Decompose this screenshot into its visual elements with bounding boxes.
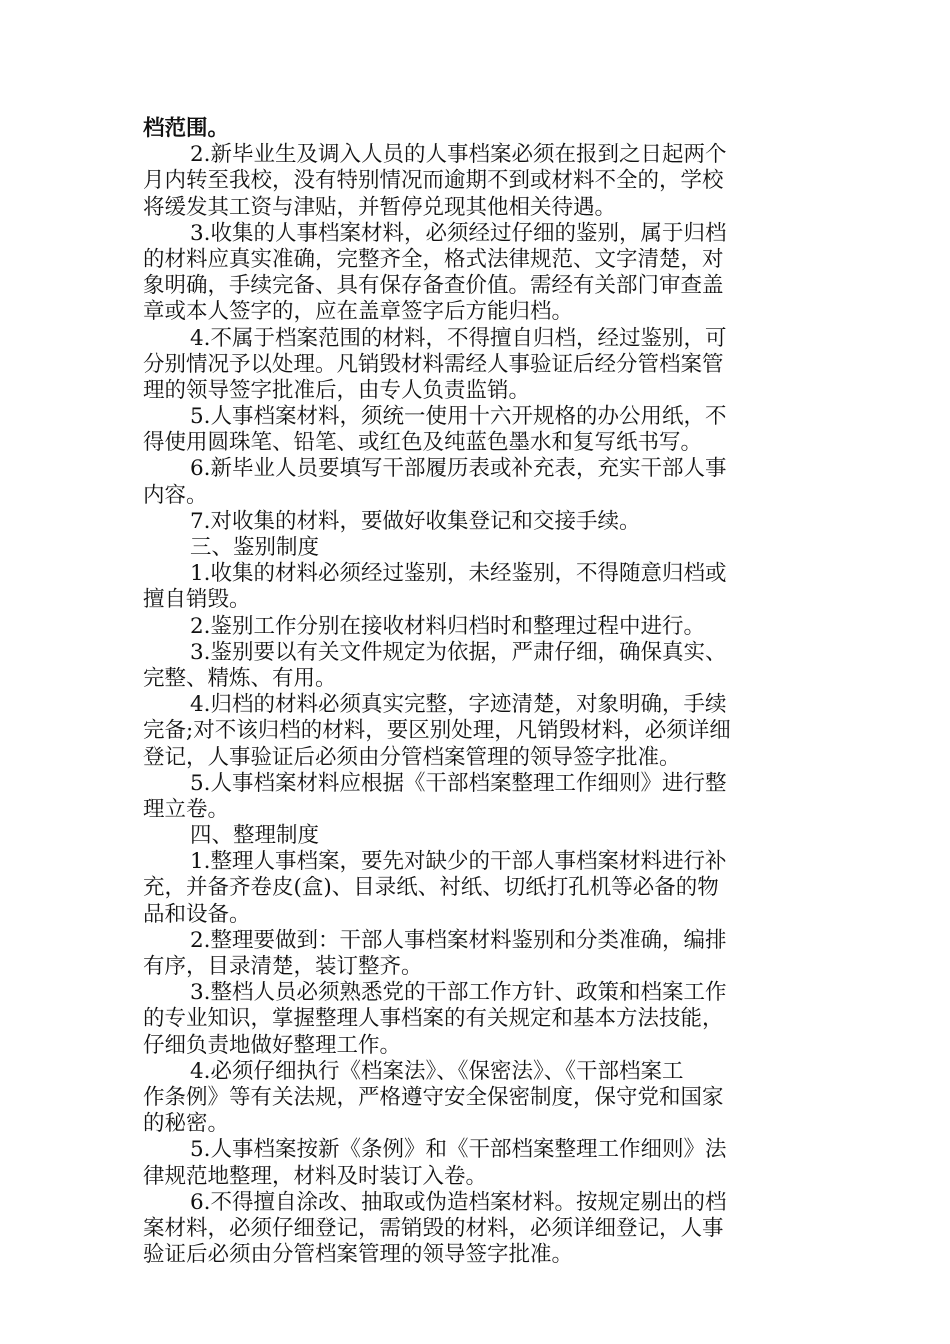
text-line: 充，并备齐卷皮(盒)、目录纸、衬纸、切纸打孔机等必备的物 xyxy=(143,875,719,901)
text-line: 有序，目录清楚，装订整齐。 xyxy=(143,954,423,979)
text-line: 2.新毕业生及调入人员的人事档案必须在报到之日起两个 xyxy=(190,142,727,168)
text-line: 内容。 xyxy=(143,482,208,508)
text-line: 律规范地整理，材料及时装订入卷。 xyxy=(143,1163,488,1189)
text-line: 3.整档人员必须熟悉党的干部工作方针、政策和档案工作 xyxy=(190,980,727,1006)
text-line: 3.鉴别要以有关文件规定为依据，严肃仔细，确保真实、 xyxy=(190,639,727,665)
text-line: 5.人事档案按新《条例》和《干部档案整理工作细则》法 xyxy=(190,1137,727,1163)
text-line: 的专业知识，掌握整理人事档案的有关规定和基本方法技能， xyxy=(143,1006,724,1032)
text-line: 理立卷。 xyxy=(143,796,230,822)
text-line: 的材料应真实准确，完整齐全，格式法律规范、文字清楚，对 xyxy=(143,246,724,272)
text-line: 月内转至我校，没有特别情况而逾期不到或材料不全的，学校 xyxy=(143,168,724,194)
text-line: 品和设备。 xyxy=(143,901,251,927)
text-line: 4.必须仔细执行《档案法》、《保密法》、《干部档案工 xyxy=(190,1058,684,1084)
text-line: 的秘密。 xyxy=(143,1111,230,1137)
text-line: 仔细负责地做好整理工作。 xyxy=(143,1032,402,1058)
text-line: 1.整理人事档案，要先对缺少的干部人事档案材料进行补 xyxy=(190,849,727,875)
text-line: 完整、精炼、有用。 xyxy=(143,665,337,691)
text-line: 完备;对不该归档的材料，要区别处理，凡销毁材料，必须详细 xyxy=(143,718,731,744)
text-line: 章或本人签字的，应在盖章签字后方能归档。 xyxy=(143,299,574,325)
text-line: 象明确，手续完备、具有保存备查价值。需经有关部门审查盖 xyxy=(143,273,724,299)
text-line: 案材料，必须仔细登记，需销毁的材料，必须详细登记，人事 xyxy=(143,1215,724,1241)
document-body xyxy=(143,116,809,1268)
text-line: 1.收集的材料必须经过鉴别，未经鉴别，不得随意归档或 xyxy=(190,561,727,587)
text-line: 作条例》等有关法规，严格遵守安全保密制度，保守党和国家 xyxy=(143,1084,724,1110)
text-line: 7.对收集的材料，要做好收集登记和交接手续。 xyxy=(190,508,641,534)
text-line: 得使用圆珠笔、铅笔、或红色及纯蓝色墨水和复写纸书写。 xyxy=(143,430,703,456)
text-line: 四、整理制度 xyxy=(190,823,320,849)
text-line: 3.收集的人事档案材料，必须经过仔细的鉴别，属于归档 xyxy=(190,220,727,246)
text-line: 擅自销毁。 xyxy=(143,587,251,613)
text-line: 6.不得擅自涂改、抽取或伪造档案材料。按规定剔出的档 xyxy=(190,1189,727,1215)
text-line: 将缓发其工资与津贴，并暂停兑现其他相关待遇。 xyxy=(143,194,617,220)
text-line: 理的领导签字批准后，由专人负责监销。 xyxy=(143,377,531,403)
text-line: 2.鉴别工作分别在接收材料归档时和整理过程中进行。 xyxy=(190,613,706,639)
text-line: 6.新毕业人员要填写干部履历表或补充表，充实干部人事 xyxy=(190,456,727,482)
text-line: 4.归档的材料必须真实完整，字迹清楚，对象明确，手续 xyxy=(190,692,727,718)
text-line: 登记，人事验证后必须由分管档案管理的领导签字批准。 xyxy=(143,744,681,770)
text-line: 2.整理要做到：干部人事档案材料鉴别和分类准确，编排 xyxy=(190,927,727,953)
text-line: 5.人事档案材料应根据《干部档案整理工作细则》进行整 xyxy=(190,770,727,796)
text-line: 4.不属于档案范围的材料，不得擅自归档，经过鉴别，可 xyxy=(190,325,727,351)
text-line: 三、鉴别制度 xyxy=(190,535,320,560)
text-line: 验证后必须由分管档案管理的领导签字批准。 xyxy=(143,1242,574,1268)
text-line: 分别情况予以处理。凡销毁材料需经人事验证后经分管档案管 xyxy=(143,351,724,377)
text-line: 5.人事档案材料，须统一使用十六开规格的办公用纸，不 xyxy=(190,404,727,430)
text-line: 档范围。 xyxy=(143,116,230,141)
